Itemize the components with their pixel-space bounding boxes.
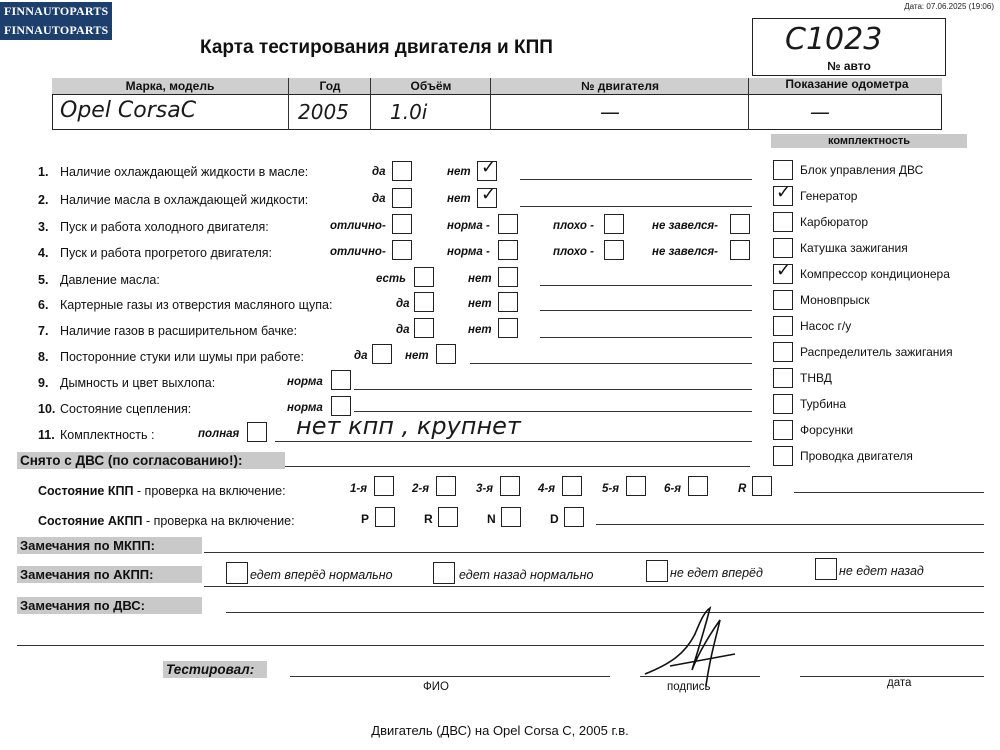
gear-label: 2-я bbox=[412, 483, 429, 495]
checkbox-otlichno[interactable] bbox=[392, 214, 412, 234]
checkbox-net[interactable] bbox=[436, 344, 456, 364]
komplekt-item-label: Распределитель зажигания bbox=[800, 345, 953, 359]
checkbox-da[interactable] bbox=[392, 188, 412, 208]
akpp-mode-label: P bbox=[361, 512, 370, 526]
option-label: норма bbox=[287, 402, 323, 414]
komplekt-item-label: Карбюратор bbox=[800, 215, 869, 229]
checkbox-net[interactable] bbox=[498, 292, 518, 312]
komplekt-item-label: Форсунки bbox=[800, 423, 854, 437]
volume-value: 1.0i bbox=[390, 100, 428, 124]
akpp-mode-label: N bbox=[487, 512, 496, 526]
question-text: Давление масла: bbox=[60, 273, 160, 287]
option-label: нет bbox=[468, 273, 492, 285]
komplekt-item-label: Насос г/у bbox=[800, 319, 852, 333]
checkbox-edet-vpered[interactable] bbox=[226, 562, 248, 584]
komplekt-item-label: Блок управления ДВС bbox=[800, 163, 924, 177]
option-label: плохо - bbox=[553, 246, 594, 258]
option-label: норма bbox=[287, 376, 323, 388]
komplekt-checkbox[interactable] bbox=[773, 316, 793, 336]
checkbox-ne-zavelsya[interactable] bbox=[730, 240, 750, 260]
option-label: да bbox=[396, 298, 410, 310]
gear-checkbox[interactable] bbox=[500, 476, 520, 496]
akpp-option-label: едет вперёд нормально bbox=[250, 568, 393, 582]
question-number: 7. bbox=[38, 324, 49, 338]
col-engine-header: № двигателя bbox=[581, 79, 659, 93]
komplekt-item-label: Компрессор кондиционера bbox=[800, 267, 950, 281]
gear-label: 1-я bbox=[350, 483, 367, 495]
podpis-label: подпись bbox=[667, 681, 711, 693]
option-label: нет bbox=[447, 193, 471, 205]
zamech-mkpp-label: Замечания по МКПП: bbox=[17, 537, 202, 554]
komplekt-item-label: ТНВД bbox=[800, 371, 832, 385]
caption: Двигатель (ДВС) на Opel Corsa C, 2005 г.в. bbox=[371, 723, 629, 738]
kpp-label: Состояние КПП - проверка на включение: bbox=[38, 484, 286, 498]
option-label: да bbox=[396, 324, 410, 336]
checkbox-polnaya[interactable] bbox=[247, 422, 267, 442]
gear-checkbox[interactable] bbox=[436, 476, 456, 496]
option-label: да bbox=[372, 193, 386, 205]
page-title: Карта тестирования двигателя и КПП bbox=[200, 37, 553, 58]
checkbox-est[interactable] bbox=[414, 267, 434, 287]
checkbox-ne-edet-nazad[interactable] bbox=[815, 558, 837, 580]
car-number-value: C1023 bbox=[785, 22, 883, 57]
option-label: плохо - bbox=[553, 220, 594, 232]
komplekt-checkbox[interactable] bbox=[773, 290, 793, 310]
question-number: 1. bbox=[38, 165, 49, 179]
car-number-label: № авто bbox=[827, 59, 871, 73]
question-number: 5. bbox=[38, 273, 49, 287]
option-label: да bbox=[372, 166, 386, 178]
gear-checkbox[interactable] bbox=[626, 476, 646, 496]
checkbox-da[interactable] bbox=[414, 292, 434, 312]
komplekt-item-label: Моновпрыск bbox=[800, 293, 870, 307]
checkmark-icon: ✓ bbox=[481, 157, 497, 178]
akpp-label: Состояние АКПП - проверка на включение: bbox=[38, 514, 295, 528]
data-label: дата bbox=[887, 677, 912, 689]
komplekt-checkbox[interactable] bbox=[773, 160, 793, 180]
akpp-mode-label: D bbox=[550, 512, 559, 526]
question-number: 6. bbox=[38, 298, 49, 312]
date-header: Дата: 07.06.2025 (19:06) bbox=[904, 2, 994, 11]
akpp-mode-checkbox[interactable] bbox=[375, 507, 395, 527]
komplekt-item-label: Турбина bbox=[800, 397, 847, 411]
question-number: 2. bbox=[38, 193, 49, 207]
question-number: 8. bbox=[38, 350, 49, 364]
option-label: да bbox=[354, 350, 368, 362]
komplekt-item-label: Катушка зажигания bbox=[800, 241, 908, 255]
komplekt-checkbox[interactable] bbox=[773, 394, 793, 414]
fio-label: ФИО bbox=[423, 681, 449, 693]
checkbox-net[interactable] bbox=[498, 267, 518, 287]
option-label: не завелся- bbox=[652, 246, 718, 258]
option-label: нет bbox=[447, 166, 471, 178]
question-text: Наличие газов в расширительном бачке: bbox=[60, 324, 298, 338]
gear-checkbox[interactable] bbox=[752, 476, 772, 496]
checkbox-otlichno[interactable] bbox=[392, 240, 412, 260]
akpp-mode-checkbox[interactable] bbox=[564, 507, 584, 527]
checkbox-ne-zavelsya[interactable] bbox=[730, 214, 750, 234]
checkbox-norma[interactable] bbox=[331, 370, 351, 390]
gear-label: 3-я bbox=[476, 483, 493, 495]
gear-label: 4-я bbox=[538, 483, 555, 495]
col-volume-header: Объём bbox=[410, 79, 452, 93]
question-number: 9. bbox=[38, 376, 49, 390]
question-text: Наличие масла в охлаждающей жидкости: bbox=[60, 193, 309, 207]
question-text: Посторонние стуки или шумы при работе: bbox=[60, 350, 304, 364]
question-number: 10. bbox=[38, 402, 56, 416]
checkbox-edet-nazad[interactable] bbox=[433, 562, 455, 584]
option-label: не завелся- bbox=[652, 220, 718, 232]
checkbox-ne-edet-vpered[interactable] bbox=[646, 560, 668, 582]
option-label: норма - bbox=[447, 246, 490, 258]
komplekt-item-label: Проводка двигателя bbox=[800, 449, 913, 463]
checkbox-da[interactable] bbox=[414, 318, 434, 338]
checkbox-ploho[interactable] bbox=[604, 240, 624, 260]
zamech-akpp-label: Замечания по АКПП: bbox=[17, 566, 202, 583]
akpp-option-label: не едет вперёд bbox=[670, 566, 763, 580]
checkbox-da[interactable] bbox=[392, 161, 412, 181]
option-label: нет bbox=[468, 324, 492, 336]
gear-checkbox[interactable] bbox=[374, 476, 394, 496]
question-text: Картерные газы из отверстия масляного щупа: bbox=[60, 298, 333, 312]
akpp-option-label: едет назад нормально bbox=[459, 568, 594, 582]
odometer-header: Показание одометра bbox=[785, 77, 909, 91]
checkmark-icon: ✓ bbox=[481, 184, 497, 205]
checkbox-norma[interactable] bbox=[498, 214, 518, 234]
signature bbox=[640, 604, 750, 694]
col-model-header: Марка, модель bbox=[125, 79, 215, 93]
komplekt-checkbox[interactable] bbox=[773, 368, 793, 388]
komplekt-checkbox[interactable] bbox=[773, 238, 793, 258]
komplekt-note: нет кпп , крупнет bbox=[296, 412, 521, 440]
komplekt-item-label: Генератор bbox=[800, 189, 858, 203]
snyato-label: Снято с ДВС (по согласованию!): bbox=[17, 452, 285, 469]
year-value: 2005 bbox=[298, 100, 349, 124]
akpp-mode-checkbox[interactable] bbox=[501, 507, 521, 527]
komplekt-checkbox[interactable] bbox=[773, 342, 793, 362]
komplektnost-header: комплектность bbox=[771, 134, 967, 148]
model-value: Opel CorsaC bbox=[60, 98, 197, 123]
gear-checkbox[interactable] bbox=[562, 476, 582, 496]
checkbox-net[interactable] bbox=[498, 318, 518, 338]
question-number: 4. bbox=[38, 246, 49, 260]
option-label: полная bbox=[198, 428, 240, 440]
gear-label: R bbox=[738, 483, 747, 495]
option-label: отлично- bbox=[330, 246, 386, 258]
option-label: есть bbox=[376, 273, 406, 285]
question-text: Комплектность : bbox=[60, 428, 155, 442]
checkbox-da[interactable] bbox=[372, 344, 392, 364]
option-label: нет bbox=[405, 350, 429, 362]
question-text: Состояние сцепления: bbox=[60, 402, 192, 416]
checkmark-icon: ✓ bbox=[776, 260, 792, 281]
akpp-mode-checkbox[interactable] bbox=[438, 507, 458, 527]
checkmark-icon: ✓ bbox=[776, 182, 792, 203]
watermark-logo: FINNAUTOPARTS bbox=[0, 21, 112, 40]
testiroval-label: Тестировал: bbox=[163, 661, 267, 678]
gear-label: 5-я bbox=[602, 483, 619, 495]
col-year-header: Год bbox=[319, 79, 341, 93]
gear-checkbox[interactable] bbox=[688, 476, 708, 496]
question-text: Пуск и работа прогретого двигателя: bbox=[60, 246, 272, 260]
option-label: нет bbox=[468, 298, 492, 310]
akpp-option-label: не едет назад bbox=[839, 564, 924, 578]
option-label: норма - bbox=[447, 220, 490, 232]
zamech-dvs-label: Замечания по ДВС: bbox=[17, 597, 202, 614]
engine-no-value: — bbox=[600, 100, 620, 124]
checkbox-norma[interactable] bbox=[498, 240, 518, 260]
question-text: Наличие охлаждающей жидкости в масле: bbox=[60, 165, 309, 179]
question-text: Дымность и цвет выхлопа: bbox=[60, 376, 216, 390]
question-text: Пуск и работа холодного двигателя: bbox=[60, 220, 269, 234]
komplekt-checkbox[interactable] bbox=[773, 446, 793, 466]
question-number: 3. bbox=[38, 220, 49, 234]
gear-label: 6-я bbox=[664, 483, 681, 495]
checkbox-ploho[interactable] bbox=[604, 214, 624, 234]
watermark-logo: FINNAUTOPARTS bbox=[0, 2, 112, 21]
option-label: отлично- bbox=[330, 220, 386, 232]
akpp-mode-label: R bbox=[424, 512, 433, 526]
komplekt-checkbox[interactable] bbox=[773, 420, 793, 440]
odometer-value: — bbox=[810, 100, 830, 124]
komplekt-checkbox[interactable] bbox=[773, 212, 793, 232]
question-number: 11. bbox=[38, 428, 55, 442]
